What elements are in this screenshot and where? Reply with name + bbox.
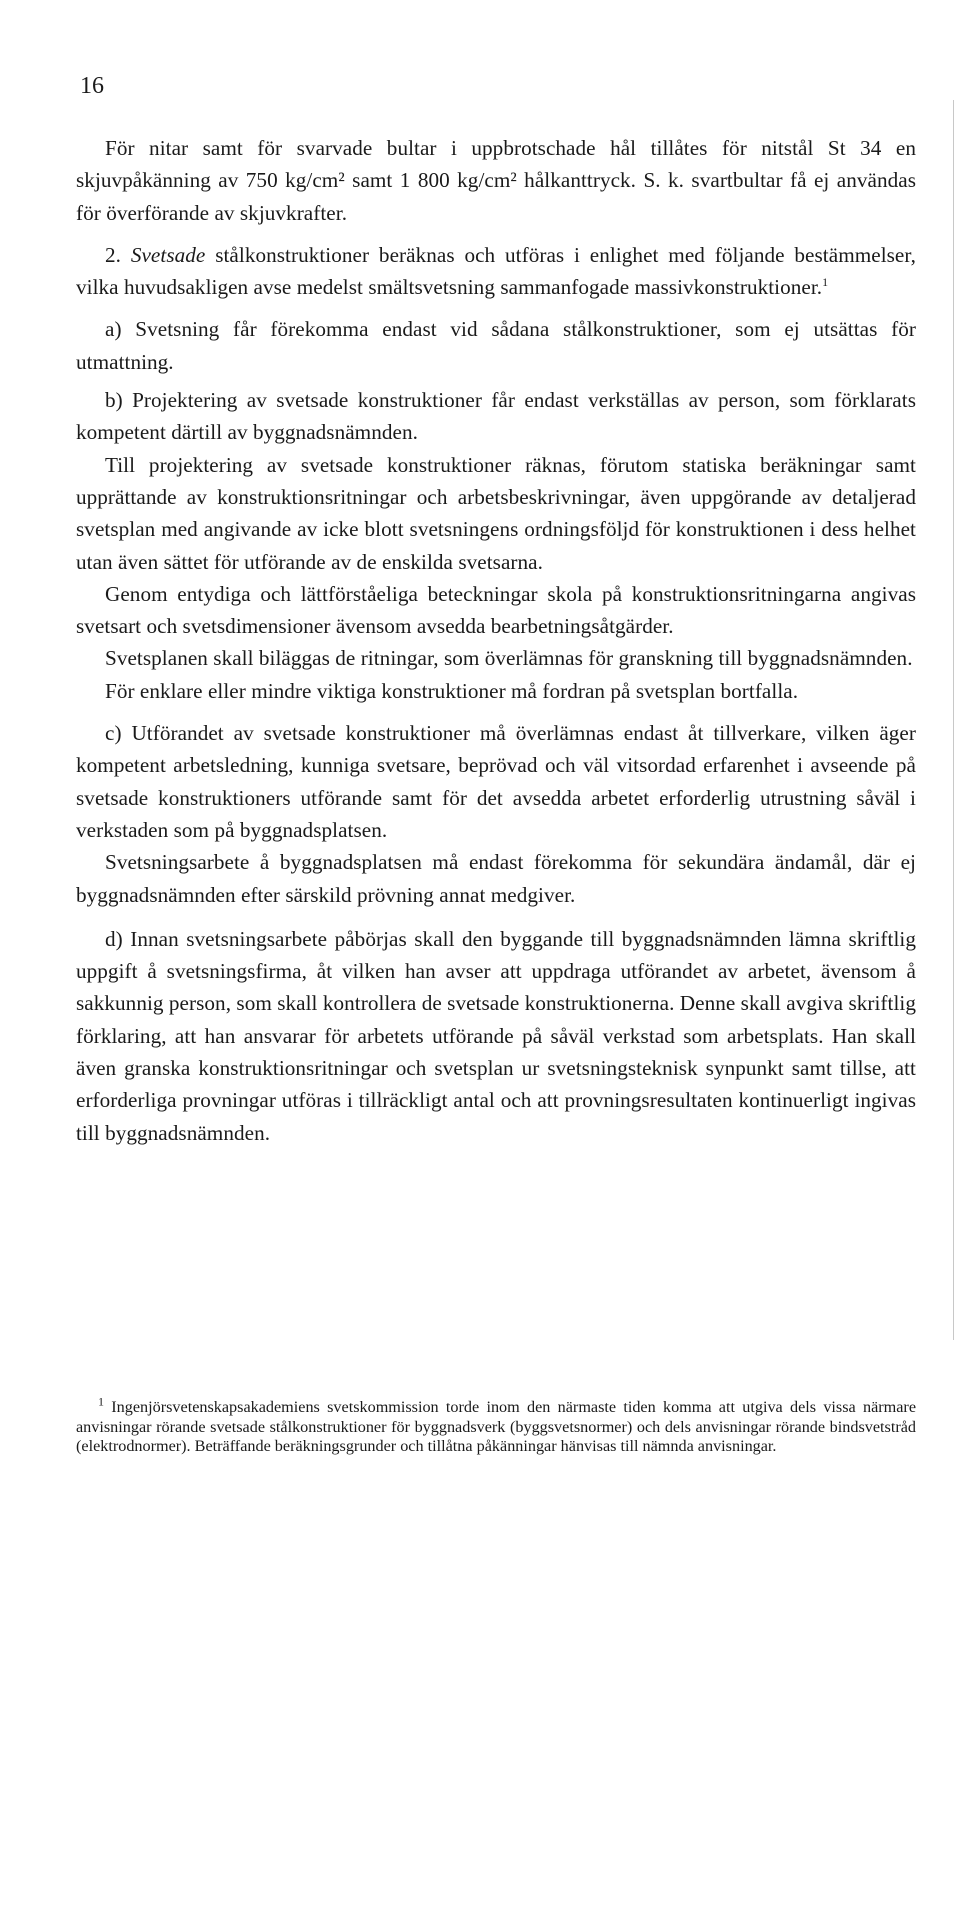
footnote-reference: 1 [822,275,829,290]
paragraph-item-a: a) Svetsning får förekomma endast vid sådana stålkonstruktioner, som ej utsättas för utmattning. [76,317,916,374]
paragraph-rivets: För nitar samt för svarvade bultar i uppbrotschade hål tillåtes för nitstål St 34 en skjuvpåkänning av 750 kg/cm² samt 1 800 kg/cm² hålkanttryck. S. k. svartbultar få ej användas för överförande av skjuvkrafter. [76,136,916,225]
footnote [76,1394,917,1457]
paragraph-enklare: För enklare eller mindre viktiga konstruktioner må fordran på svetsplan bortfalla. [105,678,799,703]
paragraph-welded-structures [76,239,916,304]
page-number: 16 [80,73,104,99]
section-keyword: Svetsade [130,242,206,267]
page-edge-line [953,100,954,1340]
body-text [76,132,916,1149]
paragraph-item-c: c) Utförandet av svetsade konstruktioner må överlämnas endast åt tillverkare, vilken äger kompetent arbetsledning, kunniga svetsare, beprövad och väl vitsordad erfarenhet i avseende på svetsade konstruktioners utförande samt för det avsedda arbetet erforderlig utrustning såväl i verkstaden som på byggnadsplatsen. [76,721,916,842]
footnote-mark: 1 [98,1394,104,1409]
footnote-text-block [76,1394,917,1457]
paragraph-beteckningar: Genom entydiga och lättförståeliga beteckningar skola på konstruktionsritningarna angivas svetsart och svetsdimensioner ävensom avsedda bearbetningsåtgärder. [76,581,916,639]
section-text: stålkonstruktioner beräknas och utföras i enlighet med följande bestämmelser, vilka huvudsakligen avse medelst smältsvetsning sammanfogade massivkonstruktioner. [76,242,916,300]
footnote-text: Ingenjörsvetenskapsakademiens svetskommission torde inom den närmaste tiden komma att utgiva dels vissa närmare anvisningar rörande svetsade stålkonstruktioner för byggnadsverk (byggsvetsnormer) och dels anvisningar rörande bindsvetstråd (elektrodnormer). Beträffande beräkningsgrunder och tillåtna påkänningar hänvisas till nämnda anvisningar. [76,1398,917,1456]
paragraph-item-b: b) Projektering av svetsade konstruktioner får endast verkställas av person, som förklarats kompetent därtill av byggnadsnämnden. [76,388,916,445]
paragraph-byggnadsplatsen: Svetsningsarbete å byggnadsplatsen må endast förekomma för sekundära ändamål, där ej byggnadsnämnden efter särskild prövning annat medgiver. [76,850,916,907]
paragraph-item-d: d) Innan svetsningsarbete påbörjas skall den byggande till byggnadsnämnden lämna skriftlig uppgift å svetsningsfirma, åt vilken han avser att uppdraga utförandet av arbetet, ävensom å sakkunnig person, som skall kontrollera de svetsade konstruktionerna. Denne skall avgiva skriftlig förklaring, att han ansvarar för arbetets utförande på såväl verkstad som arbetsplats. Han skall även granska konstruktionsritningar och svetsplan ur svetsningsteknisk synpunkt samt tillse, att erforderliga provningar utföras i tillräckligt antal och att provningsresultaten kontinuerligt ingivas till byggnadsnämnden. [76,926,916,1145]
section-number: 2. [105,242,131,267]
paragraph-svetsplanen: Svetsplanen skall biläggas de ritningar, som överlämnas för granskning till byggnadsnämnden. [105,646,913,671]
paragraph-projektering: Till projektering av svetsade konstruktioner räknas, förutom statiska beräkningar samt upprättande av konstruktionsritningar och arbetsbeskrivningar, även uppgörande av detaljerad svetsplan med angivande av icke blott svetsningens ordningsföljd för konstruktionen i dess helhet utan även sättet för utförande av de enskilda svetsarna. [76,452,916,574]
